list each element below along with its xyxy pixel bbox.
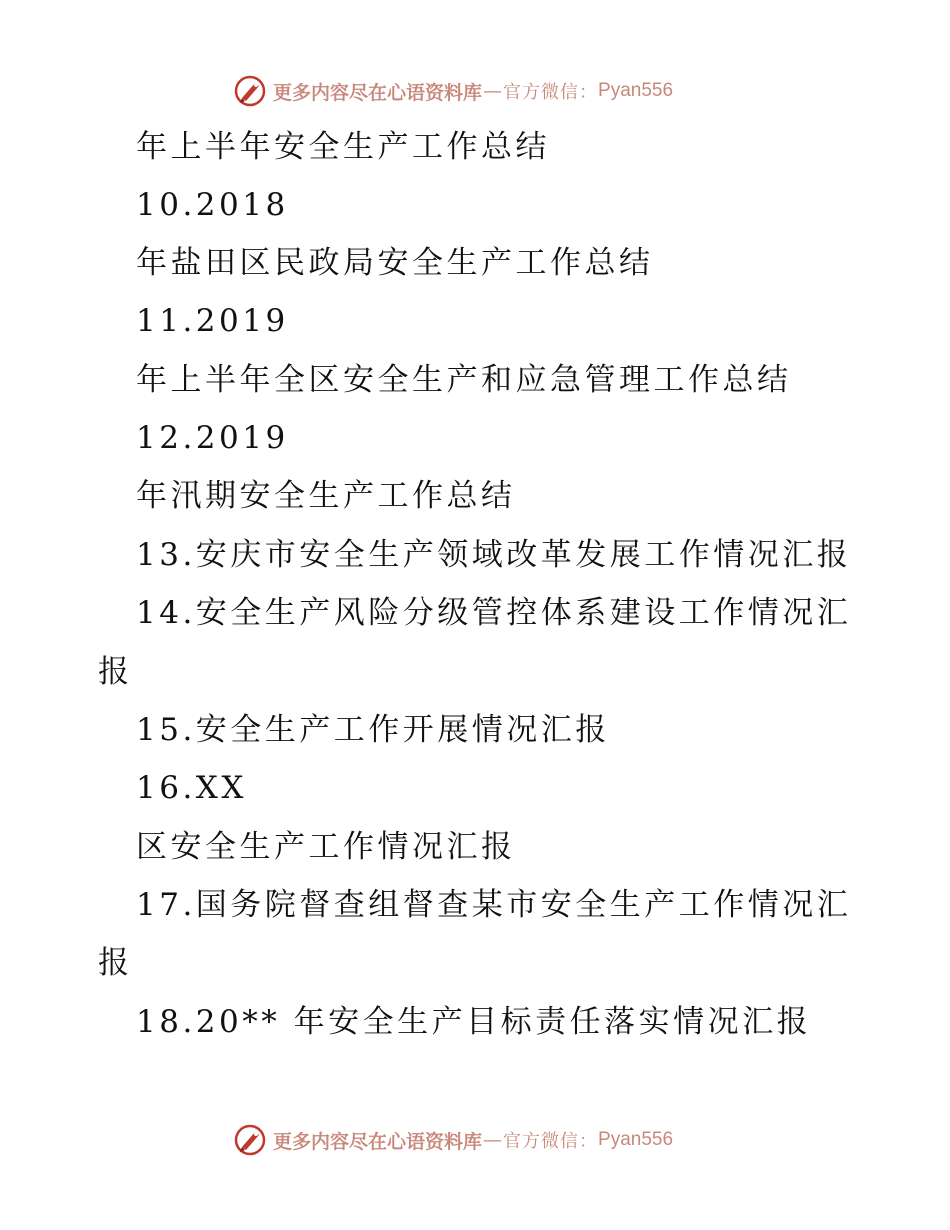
doc-line: 年上半年全区安全生产和应急管理工作总结 (136, 362, 792, 398)
doc-line: 14.安全生产风险分级管控体系建设工作情况汇 (136, 595, 852, 631)
doc-line: 年上半年安全生产工作总结 (136, 129, 550, 165)
banner-wechat-label: 官方微信： (503, 82, 599, 103)
doc-line: 13.安庆市安全生产领域改革发展工作情况汇报 (136, 537, 852, 573)
doc-line: 17.国务院督查组督查某市安全生产工作情况汇 (136, 887, 852, 923)
doc-line: 报 (98, 654, 133, 690)
header-watermark-banner (233, 73, 673, 109)
doc-line: 区安全生产工作情况汇报 (136, 829, 516, 865)
pen-logo-icon (233, 74, 267, 108)
banner-slogan: 更多内容尽在心语资料库 (273, 1130, 483, 1153)
doc-line: 10.2018 (136, 187, 289, 223)
doc-line: 年盐田区民政局安全生产工作总结 (136, 245, 654, 281)
doc-line: 12.2019 (136, 420, 289, 456)
doc-line: 年汛期安全生产工作总结 (136, 478, 516, 514)
banner-wechat-label: 官方微信： (503, 1131, 599, 1152)
doc-line: 11.2019 (136, 303, 289, 339)
banner-wechat-id: Pyan556 (598, 1129, 674, 1150)
footer-watermark-banner (233, 1122, 673, 1158)
doc-line: 16.XX (136, 770, 247, 806)
banner-dash: — (483, 1129, 503, 1151)
banner-wechat-id: Pyan556 (598, 80, 674, 101)
banner-dash: — (483, 80, 503, 102)
banner-slogan: 更多内容尽在心语资料库 (273, 81, 483, 104)
doc-line: 报 (98, 945, 133, 981)
doc-line: 15.安全生产工作开展情况汇报 (136, 712, 610, 748)
doc-line: 18.20** 年安全生产目标责任落实情况汇报 (136, 1004, 812, 1040)
pen-logo-icon (233, 1123, 267, 1157)
